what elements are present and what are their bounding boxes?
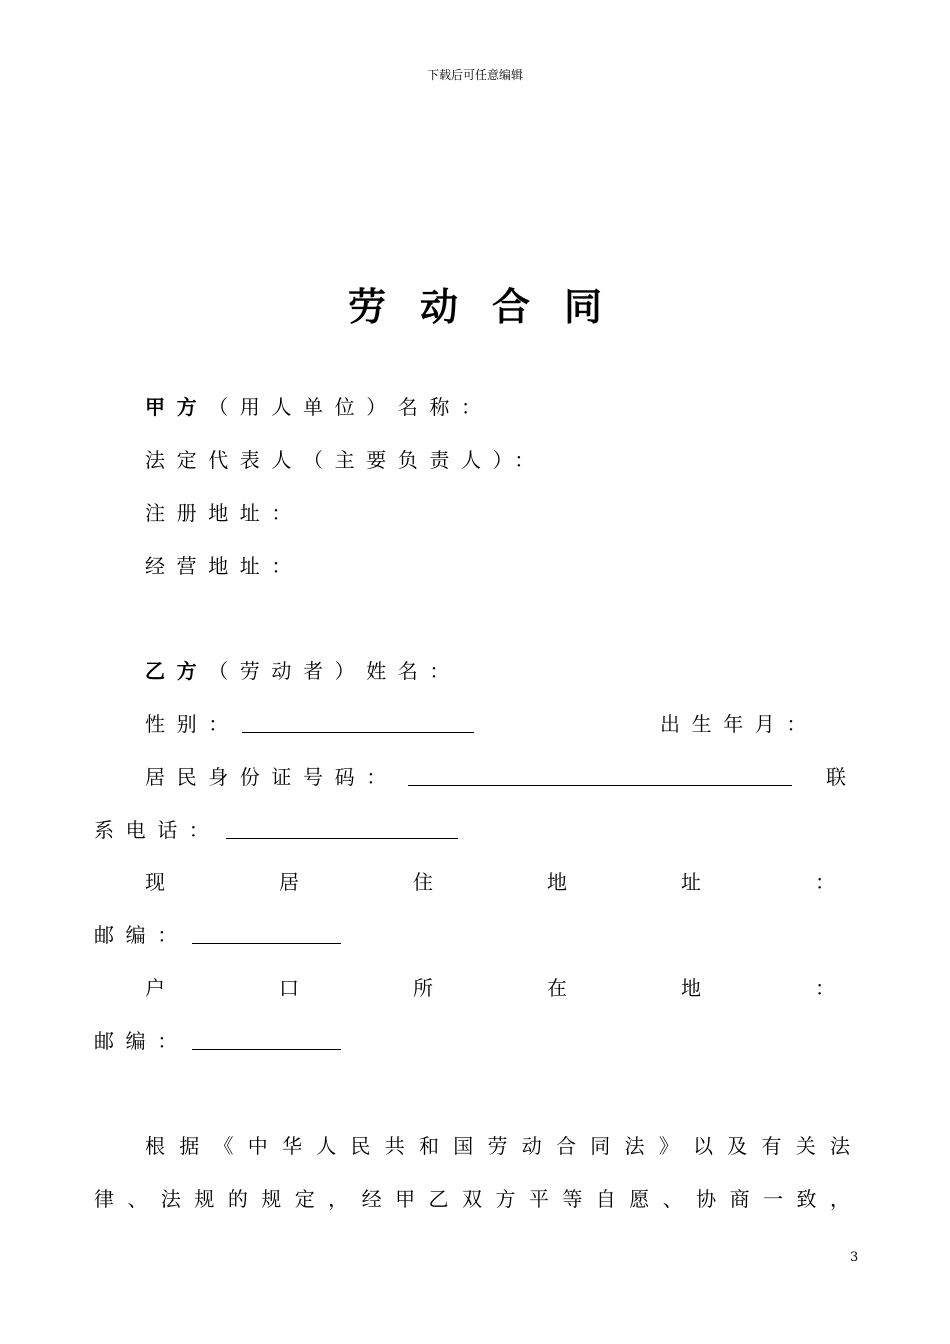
body-char: 律 xyxy=(94,1187,114,1211)
body-char: 和 xyxy=(419,1134,439,1158)
body-line-2 xyxy=(94,1185,850,1213)
birth-label: 出生年月： xyxy=(660,712,818,736)
label-char: 地 xyxy=(681,976,701,1000)
body-char: 、 xyxy=(127,1187,148,1211)
party-b-label: 乙方 xyxy=(145,659,209,683)
title-char: 劳 xyxy=(347,284,386,329)
body-char: 经 xyxy=(361,1187,382,1211)
legal-rep-label: 法定代表人（主要负责人）： xyxy=(145,448,546,472)
label-char: 在 xyxy=(547,976,567,1000)
body-char: ， xyxy=(328,1187,349,1211)
label-char: ： xyxy=(815,870,835,894)
id-number-field[interactable] xyxy=(408,765,792,786)
body-char: 国 xyxy=(453,1134,474,1158)
body-char: 人 xyxy=(316,1134,337,1158)
label-char: ： xyxy=(815,976,835,1000)
postcode-label: 邮编： xyxy=(94,923,189,947)
biz-address-label: 经营地址： xyxy=(145,554,303,578)
body-char: 致 xyxy=(796,1187,817,1211)
phone-field[interactable] xyxy=(226,818,458,839)
label-char: 口 xyxy=(279,976,299,1000)
body-char: 平 xyxy=(528,1187,549,1211)
body-char: 自 xyxy=(595,1187,616,1211)
id-number-label: 居民身份证号码： xyxy=(145,765,398,789)
body-char: 规 xyxy=(194,1187,215,1211)
body-char: 乙 xyxy=(428,1187,449,1211)
label-char: 居 xyxy=(279,870,299,894)
body-char: 》 xyxy=(658,1134,679,1158)
gender-field[interactable] xyxy=(242,712,474,733)
label-char: 户 xyxy=(145,976,165,1000)
reg-address-label: 注册地址： xyxy=(145,501,303,525)
body-char: 法 xyxy=(624,1134,645,1158)
party-a-name-suffix: （用人单位）名称： xyxy=(208,395,493,419)
body-char: 定 xyxy=(294,1187,315,1211)
party-b-name-suffix: （劳动者）姓名： xyxy=(208,659,462,683)
title-char: 动 xyxy=(419,284,458,329)
title-char: 合 xyxy=(492,284,531,329)
body-line-1 xyxy=(145,1132,850,1160)
postcode-field[interactable] xyxy=(192,1029,341,1050)
hukou-label xyxy=(145,974,835,1002)
gender-label: 性别： xyxy=(145,712,240,736)
body-char: 中 xyxy=(247,1134,268,1158)
body-char: 《 xyxy=(213,1134,234,1158)
label-char: 住 xyxy=(413,870,433,894)
body-char: 及 xyxy=(727,1134,748,1158)
phone-label-start: 联 xyxy=(826,765,846,789)
body-char: 关 xyxy=(795,1134,816,1158)
body-char: 根 xyxy=(145,1134,165,1158)
party-a-name-line xyxy=(145,393,493,421)
label-char: 所 xyxy=(413,976,433,1000)
header-note: 下载后可任意编辑 xyxy=(426,68,523,82)
label-char: 址 xyxy=(681,870,701,894)
body-char: 据 xyxy=(179,1134,200,1158)
body-char: 商 xyxy=(729,1187,750,1211)
party-b-name-line xyxy=(145,657,461,685)
body-char: 动 xyxy=(521,1134,542,1158)
label-char: 现 xyxy=(145,870,165,894)
label-char: 地 xyxy=(547,870,567,894)
body-char: 合 xyxy=(556,1134,576,1158)
party-a-label: 甲方 xyxy=(145,395,209,419)
body-char: 共 xyxy=(384,1134,405,1158)
body-char: 方 xyxy=(495,1187,516,1211)
body-char: 双 xyxy=(461,1187,482,1211)
body-char: 的 xyxy=(227,1187,248,1211)
body-char: 法 xyxy=(160,1187,181,1211)
body-char: 愿 xyxy=(629,1187,650,1211)
postcode-label: 邮编： xyxy=(94,1029,189,1053)
body-char: 以 xyxy=(693,1134,713,1158)
body-char: 甲 xyxy=(395,1187,416,1211)
postcode-field[interactable] xyxy=(192,923,341,944)
phone-label: 系电话： xyxy=(94,818,221,842)
body-char: 规 xyxy=(261,1187,282,1211)
body-char: 华 xyxy=(282,1134,302,1158)
body-char: 法 xyxy=(830,1134,850,1158)
body-char: ， xyxy=(829,1187,850,1211)
body-char: 等 xyxy=(562,1187,583,1211)
page-title xyxy=(0,276,950,331)
title-char: 同 xyxy=(564,284,603,329)
body-char: 劳 xyxy=(487,1134,508,1158)
body-char: 协 xyxy=(696,1187,717,1211)
page-number: 3 xyxy=(850,1250,859,1265)
body-char: 一 xyxy=(763,1187,784,1211)
body-char: 民 xyxy=(350,1134,371,1158)
current-address-label xyxy=(145,868,835,896)
body-char: 、 xyxy=(662,1187,683,1211)
body-char: 同 xyxy=(590,1134,611,1158)
body-char: 有 xyxy=(761,1134,782,1158)
